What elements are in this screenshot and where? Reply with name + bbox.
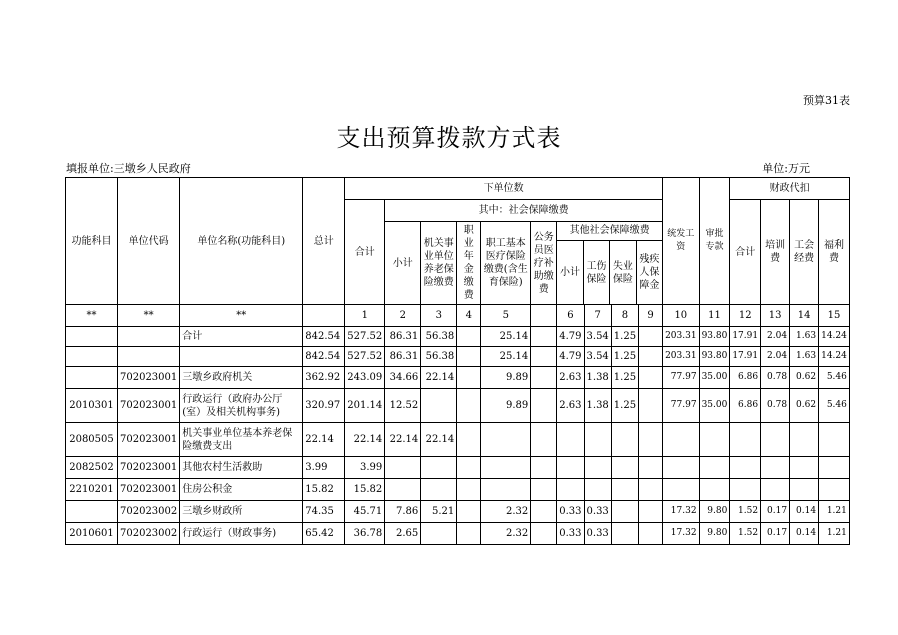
value-cell — [531, 389, 557, 423]
value-cell — [457, 457, 481, 479]
value-cell: 17.91 — [730, 327, 761, 347]
value-cell — [611, 501, 638, 523]
value-cell: 6.86 — [730, 389, 761, 423]
value-cell — [611, 523, 638, 545]
total-cell: 362.92 — [303, 367, 345, 389]
value-cell: 93.80 — [699, 347, 730, 367]
index-cell: 13 — [761, 305, 790, 327]
value-cell — [457, 423, 481, 457]
value-cell: 527.52 — [345, 347, 385, 367]
unit-code-cell: 702023002 — [118, 501, 180, 523]
index-cell: ** — [180, 305, 303, 327]
value-cell: 9.80 — [699, 501, 730, 523]
value-cell — [584, 423, 611, 457]
unit-code-cell: 702023002 — [118, 523, 180, 545]
value-cell — [421, 457, 457, 479]
value-cell: 4.79 — [557, 327, 584, 347]
value-cell — [639, 523, 663, 545]
page-title: 支出预算拨款方式表 — [336, 124, 562, 152]
unit-name-cell: 其他农村生活救助 — [180, 457, 303, 479]
value-cell: 0.62 — [790, 389, 819, 423]
value-cell: 36.78 — [345, 523, 385, 545]
index-cell: 1 — [345, 305, 385, 327]
value-cell — [457, 523, 481, 545]
value-cell: 5.46 — [819, 389, 850, 423]
budget-table — [65, 177, 850, 545]
value-cell: 0.78 — [761, 389, 790, 423]
value-cell — [639, 347, 663, 367]
index-cell: 10 — [663, 305, 700, 327]
value-cell — [481, 457, 531, 479]
unit-code-cell — [118, 347, 180, 367]
value-cell: 1.25 — [611, 389, 638, 423]
value-cell — [531, 501, 557, 523]
value-cell: 0.33 — [557, 523, 584, 545]
value-cell — [663, 457, 700, 479]
table-row — [66, 327, 850, 347]
unit-code-cell — [118, 327, 180, 347]
func-code-cell — [66, 501, 118, 523]
total-cell: 842.54 — [303, 327, 345, 347]
value-cell: 45.71 — [345, 501, 385, 523]
total-cell: 65.42 — [303, 523, 345, 545]
unit-name-cell: 住房公积金 — [180, 479, 303, 501]
value-cell — [819, 479, 850, 501]
header-xiaoji2: 小计 — [557, 241, 583, 304]
value-cell: 9.80 — [699, 523, 730, 545]
value-cell: 0.14 — [790, 501, 819, 523]
index-cell: 14 — [790, 305, 819, 327]
value-cell: 9.89 — [481, 367, 531, 389]
index-cell: 4 — [457, 305, 481, 327]
value-cell — [761, 457, 790, 479]
func-code-cell: 2010601 — [66, 523, 118, 545]
header-peixun: 培训费 — [761, 200, 790, 305]
func-code-cell: 2082502 — [66, 457, 118, 479]
func-code-cell: 2210201 — [66, 479, 118, 501]
value-cell — [457, 479, 481, 501]
header-code: 单位代码 — [118, 178, 180, 305]
value-cell: 93.80 — [699, 327, 730, 347]
value-cell: 86.31 — [385, 347, 421, 367]
value-cell: 0.17 — [761, 501, 790, 523]
value-cell: 22.14 — [421, 367, 457, 389]
value-cell — [421, 479, 457, 501]
header-jiguan: 机关事业单位养老保险缴费 — [421, 222, 457, 305]
value-cell — [639, 389, 663, 423]
value-cell — [531, 347, 557, 367]
unit-code-cell: 702023001 — [118, 457, 180, 479]
value-cell — [421, 523, 457, 545]
report-number: 预算31表 — [803, 94, 850, 107]
value-cell: 3.54 — [584, 347, 611, 367]
value-cell — [639, 327, 663, 347]
value-cell — [557, 423, 584, 457]
index-cell — [303, 305, 345, 327]
index-cell: 11 — [699, 305, 730, 327]
value-cell — [611, 457, 638, 479]
value-cell — [639, 457, 663, 479]
value-cell: 86.31 — [385, 327, 421, 347]
value-cell — [699, 457, 730, 479]
unit-name-cell: 行政运行（财政事务) — [180, 523, 303, 545]
header-func: 功能科目 — [66, 178, 118, 305]
value-cell: 35.00 — [699, 367, 730, 389]
value-cell — [557, 457, 584, 479]
value-cell — [819, 423, 850, 457]
func-code-cell — [66, 327, 118, 347]
value-cell — [639, 367, 663, 389]
total-cell: 74.35 — [303, 501, 345, 523]
value-cell: 0.33 — [584, 523, 611, 545]
func-code-cell: 2010301 — [66, 389, 118, 423]
total-cell: 22.14 — [303, 423, 345, 457]
value-cell: 56.38 — [421, 327, 457, 347]
value-cell: 17.91 — [730, 347, 761, 367]
value-cell: 2.32 — [481, 523, 531, 545]
value-cell — [385, 479, 421, 501]
index-cell: 12 — [730, 305, 761, 327]
unit-code-cell: 702023001 — [118, 367, 180, 389]
header-total: 总计 — [303, 178, 345, 305]
value-cell: 5.46 — [819, 367, 850, 389]
value-cell: 1.25 — [611, 347, 638, 367]
value-cell: 22.14 — [345, 423, 385, 457]
func-code-cell — [66, 367, 118, 389]
value-cell — [790, 457, 819, 479]
money-unit: 单位:万元 — [762, 162, 810, 175]
header-zhigong: 职工基本医疗保险缴费(含生育保险) — [481, 222, 531, 305]
value-cell — [531, 523, 557, 545]
table-row — [66, 457, 850, 479]
value-cell: 5.21 — [421, 501, 457, 523]
unit-name-cell: 合计 — [180, 327, 303, 347]
value-cell: 77.97 — [663, 389, 700, 423]
value-cell — [639, 501, 663, 523]
index-cell: 2 — [385, 305, 421, 327]
value-cell — [584, 479, 611, 501]
value-cell: 2.65 — [385, 523, 421, 545]
value-cell: 2.32 — [481, 501, 531, 523]
index-cell: 8 — [611, 305, 638, 327]
value-cell: 77.97 — [663, 367, 700, 389]
value-cell: 7.86 — [385, 501, 421, 523]
value-cell: 22.14 — [421, 423, 457, 457]
index-cell: 15 — [819, 305, 850, 327]
table-row — [66, 347, 850, 367]
unit-name-cell: 三墩乡政府机关 — [180, 367, 303, 389]
value-cell — [457, 501, 481, 523]
value-cell: 0.17 — [761, 523, 790, 545]
value-cell: 201.14 — [345, 389, 385, 423]
value-cell — [584, 457, 611, 479]
header-qita-group — [557, 222, 663, 305]
value-cell: 1.63 — [790, 347, 819, 367]
value-cell — [790, 423, 819, 457]
value-cell: 1.52 — [730, 501, 761, 523]
value-cell — [699, 479, 730, 501]
table-row — [66, 523, 850, 545]
value-cell: 12.52 — [385, 389, 421, 423]
value-cell: 1.21 — [819, 501, 850, 523]
total-cell: 15.82 — [303, 479, 345, 501]
header-heji: 合计 — [345, 200, 385, 305]
func-code-cell: 2080505 — [66, 423, 118, 457]
value-cell: 0.62 — [790, 367, 819, 389]
total-cell: 3.99 — [303, 457, 345, 479]
value-cell — [557, 479, 584, 501]
value-cell: 2.63 — [557, 367, 584, 389]
unit-name-cell — [180, 347, 303, 367]
value-cell: 9.89 — [481, 389, 531, 423]
value-cell — [730, 423, 761, 457]
value-cell: 1.38 — [584, 389, 611, 423]
value-cell — [531, 423, 557, 457]
value-cell: 56.38 — [421, 347, 457, 367]
header-zhiye: 职业年金缴费 — [457, 222, 481, 305]
index-cell: ** — [118, 305, 180, 327]
table-row — [66, 367, 850, 389]
index-cell: 6 — [557, 305, 584, 327]
value-cell — [481, 479, 531, 501]
value-cell — [457, 367, 481, 389]
header-gongwu: 公务员医疗补助缴费 — [531, 222, 557, 305]
value-cell: 203.31 — [663, 347, 700, 367]
value-cell — [761, 423, 790, 457]
value-cell: 2.04 — [761, 347, 790, 367]
value-cell: 1.63 — [790, 327, 819, 347]
value-cell — [457, 389, 481, 423]
index-cell: 7 — [584, 305, 611, 327]
value-cell — [481, 423, 531, 457]
value-cell: 15.82 — [345, 479, 385, 501]
value-cell: 34.66 — [385, 367, 421, 389]
fill-unit: 填报单位:三墩乡人民政府 — [66, 162, 191, 175]
value-cell — [663, 479, 700, 501]
value-cell: 3.99 — [345, 457, 385, 479]
value-cell: 6.86 — [730, 367, 761, 389]
value-cell — [730, 479, 761, 501]
value-cell: 1.25 — [611, 367, 638, 389]
value-cell: 243.09 — [345, 367, 385, 389]
value-cell — [761, 479, 790, 501]
value-cell — [611, 423, 638, 457]
table-row — [66, 479, 850, 501]
value-cell — [457, 327, 481, 347]
header-canji: 残疾人保障金 — [639, 254, 660, 291]
unit-code-cell: 702023001 — [118, 423, 180, 457]
value-cell: 14.24 — [819, 327, 850, 347]
value-cell: 0.14 — [790, 523, 819, 545]
header-qizhong: 其中：社会保障缴费 — [385, 200, 663, 222]
unit-name-cell: 机关事业单位基本养老保险缴费支出 — [180, 423, 303, 457]
value-cell — [531, 327, 557, 347]
value-cell — [699, 423, 730, 457]
value-cell — [531, 367, 557, 389]
value-cell — [663, 423, 700, 457]
index-cell: 9 — [639, 305, 663, 327]
value-cell: 2.04 — [761, 327, 790, 347]
value-cell — [385, 457, 421, 479]
header-shiye: 失业保险 — [610, 241, 636, 304]
value-cell — [457, 347, 481, 367]
index-cell: 3 — [421, 305, 457, 327]
value-cell: 0.33 — [584, 501, 611, 523]
value-cell: 25.14 — [481, 347, 531, 367]
table-row — [66, 389, 850, 423]
value-cell — [531, 479, 557, 501]
value-cell: 0.78 — [761, 367, 790, 389]
value-cell: 1.38 — [584, 367, 611, 389]
value-cell — [639, 479, 663, 501]
header-gongshang: 工伤保险 — [584, 241, 610, 304]
value-cell: 3.54 — [584, 327, 611, 347]
unit-name-cell: 行政运行（政府办公厅(室）及相关机构事务) — [180, 389, 303, 423]
value-cell: 14.24 — [819, 347, 850, 367]
value-cell: 35.00 — [699, 389, 730, 423]
value-cell: 2.63 — [557, 389, 584, 423]
header-shenpi: 审批专款 — [699, 178, 730, 305]
header-qita: 其他社会保障缴费 — [557, 222, 662, 241]
value-cell: 17.32 — [663, 501, 700, 523]
value-cell: 4.79 — [557, 347, 584, 367]
value-cell — [639, 423, 663, 457]
value-cell — [819, 457, 850, 479]
value-cell: 1.21 — [819, 523, 850, 545]
header-gonghui: 工会经费 — [790, 200, 819, 305]
value-cell: 0.33 — [557, 501, 584, 523]
value-cell — [531, 457, 557, 479]
table-row — [66, 423, 850, 457]
unit-code-cell: 702023001 — [118, 479, 180, 501]
value-cell: 527.52 — [345, 327, 385, 347]
index-row — [66, 305, 850, 327]
total-cell: 320.97 — [303, 389, 345, 423]
index-cell: 5 — [481, 305, 531, 327]
header-xiabo: 下单位数 — [345, 178, 663, 200]
header-xiaoji: 小计 — [385, 222, 421, 305]
value-cell — [421, 389, 457, 423]
value-cell: 1.52 — [730, 523, 761, 545]
header-name: 单位名称(功能科目) — [180, 178, 303, 305]
value-cell — [730, 457, 761, 479]
unit-code-cell: 702023001 — [118, 389, 180, 423]
func-code-cell — [66, 347, 118, 367]
value-cell: 17.32 — [663, 523, 700, 545]
header-caizheng: 财政代扣 — [730, 178, 850, 200]
value-cell — [790, 479, 819, 501]
index-cell: ** — [66, 305, 118, 327]
value-cell: 22.14 — [385, 423, 421, 457]
value-cell: 25.14 — [481, 327, 531, 347]
value-cell: 1.25 — [611, 327, 638, 347]
table-row — [66, 501, 850, 523]
header-fuli: 福利费 — [819, 200, 850, 305]
index-cell — [531, 305, 557, 327]
header-heji2: 合计 — [730, 200, 761, 305]
value-cell: 203.31 — [663, 327, 700, 347]
value-cell — [611, 479, 638, 501]
header-tongfa: 统发工资 — [663, 178, 700, 305]
unit-name-cell: 三墩乡财政所 — [180, 501, 303, 523]
total-cell: 842.54 — [303, 347, 345, 367]
